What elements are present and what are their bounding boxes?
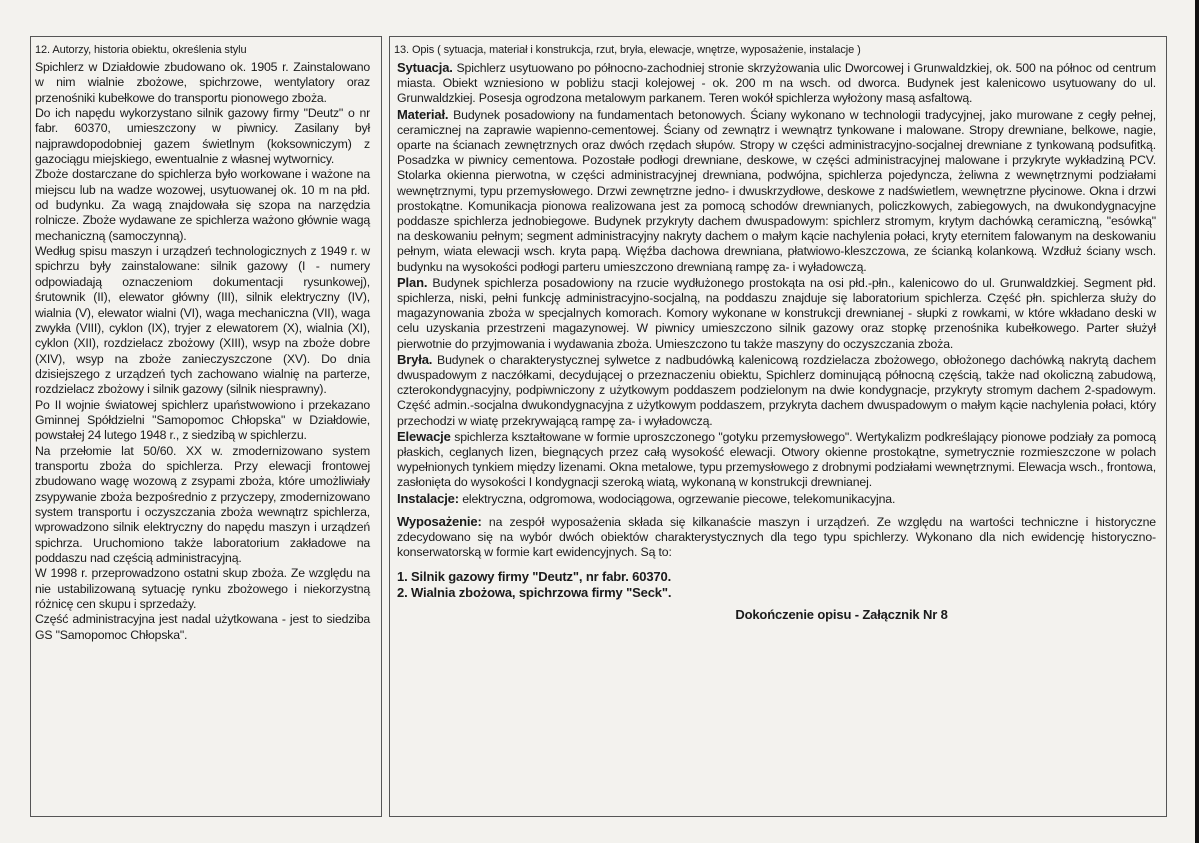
section-text: spichlerza kształtowane w formie uproszczonego "gotyku przemysłowego". Wertykalizm podkreślający pionowe podziały za pomocą płaskich, ceglanych lizen, biegnących przez całą wysokość elewacji. Otwory okienne prostokątne, symetrycznie rozmieszczone w polach wypełnionych tynkiem między lizenami. Okna metalowe, typu przemysłowego z drobnymi podziałami wewnętrznymi. Elewacja wsch., frontowa, zasłonięta do wysokości I kondygnacji szeroką wiatą, wykonaną w konstrukcji drewnianej.	[397, 429, 1156, 490]
section-text: Budynek o charakterystycznej sylwetce z nadbudówką kalenicową rozdzielacza zbożowego, obłożonego dachówką nakrytą dachem dwuspadowym z naczółkami, decydującej o przeznaczeniu obiektu, Spichlerz dominującą północną częścią, także nad okoliczną zabudową, czterokondygnacyjny, podpiwniczony z użytkowym poddaszem podzielonym na dwie kondygnacje, przykryty stromym dachem 2-spadowym. Część admin.-socjalna dwukondygnacyjna z użytkowym poddaszem, przykryta dachem dwuspadowym o małym kącie nachylenia połaci, który przechodzi w wiatę przekrywającą rampę za- i wyładowczą.	[397, 352, 1156, 428]
description-column	[389, 36, 1167, 817]
history-paragraph: Według spisu maszyn i urządzeń technologicznych z 1949 r. w spichrzu były zainstalowane: silnik gazowy (I - numery odpowiadają oznaczeniom dokumentacji rysunkowej), śrutownik (II), elewator główny (III), silnik elektryczny (IV), wialnia (V), elewator wialni (VI), waga mechaniczna (VII), waga zwykła (VIII), cyklon (IX), tryjer z elewatorem (X), wialnia (XI), cyklon (XII), rozdzielacz zbożowy (XIII), wsyp na zboże dobre (XIV), wsyp na zboże zanieczyszczone (XV). Do dnia dzisiejszego z urządzeń tych zachowano wialnię na parterze, rozdzielacz zbożowy i silnik gazowy (silnik niesprawny).	[35, 244, 370, 397]
section-elevations	[397, 429, 1156, 491]
history-paragraph: Zboże dostarczane do spichlerza było workowane i ważone na miejscu lub na wadze wozowej, usytuowanej ok. 10 m na płd. od budynku. Za wagą znajdowała się szopa na narzędzia rolnicze. Zboże wydawane ze spichlerza ważono głównie wagą mechaniczną (samoczynną).	[35, 167, 370, 243]
section-title: Wyposażenie:	[397, 513, 482, 529]
section-plan	[397, 275, 1156, 352]
section-form	[397, 352, 1156, 429]
history-paragraph: Spichlerz w Działdowie zbudowano ok. 1905 r. Zainstalowano w nim wialnie zbożowe, spichrzowe, wentylatory oraz przenośniki kubełkowe do transportu pionowego zboża.	[35, 60, 370, 105]
section-text: Budynek posadowiony na fundamentach betonowych. Ściany wykonano w technologii tradycyjnej, jako murowane z cegły pełnej, ceramicznej na zaprawie wapienno-cementowej. Ściany od zewnątrz i wewnątrz tynkowane i malowane. Stropy drewniane, belkowe, nagie, oparte na ścianach zewnętrznych oraz dwóch rzędach słupów. Stropy w części administracyjno-socjalnej drewniane z tynkowaną podsufitką. Posadzka w piwnicy cementowa. Pozostałe podłogi drewniane, deskowe, w części administracyjnej malowane i przykryte wykładziną PCV. Stolarka okienna pierwotna, w części administracyjnej drewniana, podwójna, spichlerza pojedyncza, żeliwna z wewnętrznymi podziałami wewnętrznymi, typu przemysłowego. Drzwi zewnętrzne jedno- i dwuskrzydłowe, deskowe z nadświetlem, wewnętrzne płycinowe. Okna i drzwi prostokątne. Komunikacja pionowa realizowana jest za pomocą schodów drewnianych, policzkowych, zabiegowych, na dwukondygnacyjne poddasze spichlerza jednobiegowe. Budynek przykryty dachem dwuspadowym: spichlerz stromym, krytym dachówką ceramiczną, "esówką" na deskowaniu pełnym; segment administracyjny nakryty dachem o małym kącie nachylenia połaci, kryty eternitem falowanym na deskowaniu pełnym, wiata elewacji wsch. kryta papą. Więźba dachowa drewniana, płatwiowo-kleszczowa, ze ścianką kolankową. Wzdłuż ściany wsch. budynku na wysokości podłogi parteru umieszczono drewnianą rampę za- i wyładowczą.	[397, 107, 1156, 274]
description-text	[390, 60, 1166, 623]
history-heading: 12. Autorzy, historia obiektu, określenia stylu	[35, 44, 247, 56]
section-text: na zespół wyposażenia składa się kilkanaście maszyn i urządzeń. Ze względu na wartości techniczne i historyczne zdecydowano się na wybór dwóch obiektów charakterystycznych dla tego typu spichlerzy. Wykonano dla nich ewidencję historyczno-konserwatorską w formie kart ewidencyjnych. Są to:	[397, 514, 1156, 560]
section-title: Bryła.	[397, 351, 433, 367]
equipment-list	[397, 569, 1156, 601]
section-title: Plan.	[397, 274, 428, 290]
section-title: Sytuacja.	[397, 60, 453, 75]
section-situation	[397, 60, 1156, 107]
section-material	[397, 107, 1156, 275]
equipment-item: 2. Wialnia zbożowa, spichrzowa firmy "Seck".	[397, 584, 672, 600]
section-title: Elewacje	[397, 428, 451, 444]
description-heading: 13. Opis ( sytuacja, materiał i konstrukcja, rzut, bryła, elewacje, wnętrze, wyposażenie, instalacje )	[394, 44, 861, 56]
section-installations	[397, 491, 1156, 507]
closing-note: Dokończenie opisu - Załącznik Nr 8	[735, 606, 948, 622]
section-text: Spichlerz usytuowano po północno-zachodniej stronie skrzyżowania ulic Dworcowej i Grunwaldzkiej, ok. 500 na północ od centrum miasta. Obiekt wzniesiono w pobliżu stacji kolejowej - ok. 200 m na wsch. od dworca. Budynek jest kalenicowo usytuowany do ul. Grunwaldzkiej. Posesja ogrodzona metalowym parkanem. Teren wokół spichlerza wyłożony masą asfaltową.	[397, 61, 1156, 106]
section-text: Budynek spichlerza posadowiony na rzucie wydłużonego prostokąta na osi płd.-płn., kalenicowo do ul. Grunwaldzkiej. Segment płd. spichlerza, niski, pełni funkcję administracyjno-socjalną, na poddaszu znajduje się laboratorium spichlerza. Część płn. spichlerza służy do magazynowania zboża w specjalnych komorach. Komory wykonane w konstrukcji drewnianej - słupki z rowkami, w które wkładano deski w celu uzyskania przestrzeni magazynowej. W piwnicy umieszczono silnik gazowy oraz stopkę przenośnika kubełkowego. Parter służył pierwotnie do przyjmowania i wydawania zboża. Umieszczono tu także maszyny do oczyszczania zboża.	[397, 275, 1156, 351]
section-text: elektryczna, odgromowa, wodociągowa, ogrzewanie piecowe, telekomunikacyjna.	[458, 491, 896, 506]
history-paragraph: Część administracyjna jest nadal użytkowana - jest to siedziba GS "Samopomoc Chłopska".	[35, 612, 370, 642]
history-column	[30, 36, 382, 817]
section-title: Materiał.	[397, 106, 449, 122]
history-paragraph: Do ich napędu wykorzystano silnik gazowy firmy "Deutz" o nr fabr. 60370, umieszczony w piwnicy. Zasilany był najprawdopodobniej gazem świetlnym (koksowniczym) z gazociągu miejskiego, ewentualnie z własnej wytwornicy.	[35, 106, 370, 167]
history-text	[31, 60, 381, 643]
section-equipment	[397, 514, 1156, 561]
section-title: Instalacje:	[397, 490, 459, 506]
history-paragraph: Na przełomie lat 50/60. XX w. zmodernizowano system transportu zboża do spichlerza. Przy elewacji frontowej zbudowano wagę wozową z zsypami zboża, które umożliwiały zsypywanie zboża bezpośrednio z przyczepy, zmodernizowano system transportu i oczyszczania zboża wewnątrz spichlerza, wprowadzono silnik elektryczny do napędu maszyn i urządzeń spichrza. Uruchomiono także laboratorium zakładowe na poddaszu nad częścią administracyjną.	[35, 443, 370, 565]
equipment-item: 1. Silnik gazowy firmy "Deutz", nr fabr. 60370.	[397, 568, 672, 584]
history-paragraph: W 1998 r. przeprowadzono ostatni skup zboża. Ze względu na nie ustabilizowaną sytuację rynku zbożowego i niekorzystną różnicę cen skupu i sprzedaży.	[35, 566, 370, 612]
history-paragraph: Po II wojnie światowej spichlerz upaństwowiono i przekazano Gminnej Spółdzielni "Samopomoc Chłopska" w Działdowie, powstałej 24 lutego 1948 r., z siedzibą w spichlerzu.	[35, 397, 370, 443]
